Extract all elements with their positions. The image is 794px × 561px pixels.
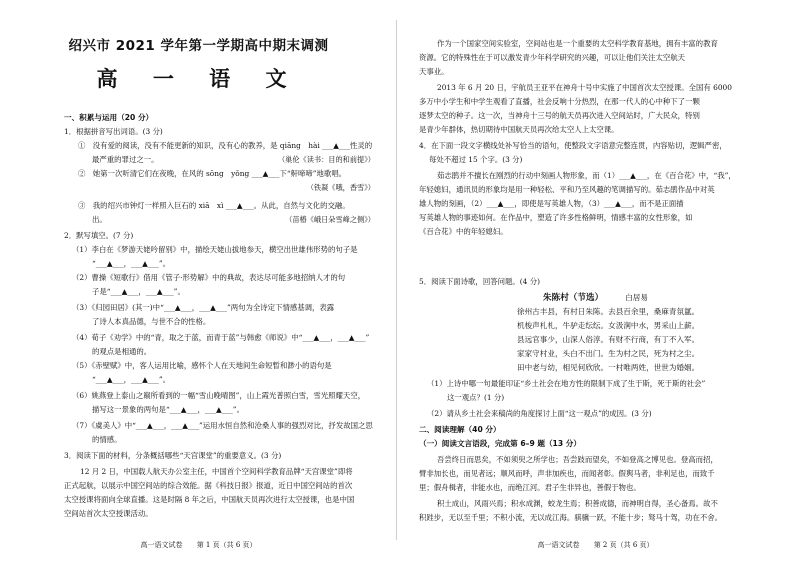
poem-line: 田中老与幼，相见何欣欣。一村唯两姓，世世为婚姻。 xyxy=(517,363,700,372)
question-line: ② 她第一次听清它们在夜晚，在风的 sōng yǒng ___▲___下“鼾啼啼”地歌唱。 xyxy=(78,169,347,178)
passage-line: 《百合花》中的年轻媳妇。 xyxy=(419,227,508,236)
question-line: 4．在下面一段文字横线处补写恰当的语句，使整段文字语意完整连贯，内容贴切，逻辑严密， xyxy=(419,141,727,150)
passage-line: 年轻媳妇，通讯员的形象均是用一种轻松、平和乃至风趣的笔调描写的。茹志鹃作品中对英 xyxy=(419,185,715,194)
poem-line: 机梭声札札，牛驴走纭纭。女汲涧中水，男采山上薪。 xyxy=(517,321,700,330)
section-heading: 一、积累与运用（20 分） xyxy=(64,113,154,122)
question-line: 描写这一景象的两句是“___▲___，___▲___”。 xyxy=(92,405,244,414)
poem-title xyxy=(397,291,794,303)
question-line: 出。 xyxy=(92,215,107,224)
question-line: 的情感。 xyxy=(92,435,122,444)
passage-line: 正式起航，以展示中国空间站的综合效能。据《科技日报》报道，近日中国空间站的首次 xyxy=(64,481,353,490)
question-line: 1．根据拼音写出词语。(3 分) xyxy=(64,127,163,136)
question-line: （1）李白在《梦游天姥吟留别》中，描绘天姥山拔地参天，横空出世雄伟形势的句子是 xyxy=(72,245,358,254)
page-2 xyxy=(397,0,794,561)
passage-line: 是青少年群体，热切期待中国航天员再次给太空人上太空课。 xyxy=(419,125,619,134)
question-line: （7）《虞美人》中“___▲___，___▲___”运用水恒自然和沧桑人事的强烈对比，抒发故国之思 xyxy=(72,421,373,430)
passage-line: 太空授课将面向全球直播。这是时隔 8 年之后，中国航天员再次进行太空授课，也是中国 xyxy=(64,495,355,504)
question-line: 这一观点？(1 分) xyxy=(447,393,505,402)
question-line: （2）曹操《短歌行》借用《管子·形势解》中的典故，表达尽可能多地招纳人才的句 xyxy=(72,273,346,282)
passage-line: 写英雄人物的事迹如何。在作品中，塑造了许多性格鲜明，情感丰富的女性形象，如 xyxy=(419,213,693,222)
question-line: 了诗人本真品德，与世不合的性格。 xyxy=(92,317,211,326)
question-line: 2．默写填空。(7 分) xyxy=(64,231,134,240)
passage-line: 空间站首次太空授课活动。 xyxy=(64,509,153,518)
question-line: （3）《归园田居》(其一)中“___▲___，___▲___”两句为全诗定下情感基调，表露 xyxy=(72,303,335,312)
passage-line: 积跬步，无以至千里；不积小流，无以成江海。骐骥一跃，不能十步；驽马十驾，功在不舍。 xyxy=(419,513,723,522)
poem-line: 徐州古丰县，有村日朱陈。去县百余里，桑麻青氛氲。 xyxy=(517,307,700,316)
question-line: （1）上诗中哪一句最能印证“乡土社会在地方性的限制下成了生于斯，死于斯的社会” xyxy=(427,379,706,388)
question-line: （5）《赤壁赋》中，客人运用比喻，感怀个人在天地间生命短暂和渺小的语句是 xyxy=(72,361,332,370)
poem-title-text: 朱陈村（节选） xyxy=(543,293,604,303)
source-note: （苗椿《峨日朵雪峰之侧》） xyxy=(285,215,375,224)
question-line: 最严重的罪过之一。 xyxy=(92,155,159,164)
question-line: 的观点是相通的。 xyxy=(92,347,152,356)
footer-page-number: 第 2 页（共 6 页） xyxy=(593,541,654,549)
question-line: ① 没有爱的阅读，没有不能更新的知识，没有心的教养，是 qiāng hài ___▲___性灵的 xyxy=(78,141,373,150)
question-line: “___▲___，___▲___”。 xyxy=(92,259,171,268)
passage-line: 天事业。 xyxy=(419,67,449,76)
footer-exam-name: 高一语文试卷 xyxy=(537,541,580,549)
section-heading: 二、阅读理解（40 分） xyxy=(419,425,501,434)
question-line: （4）荀子《劝学》中的“青，取之于蓝，而青于蓝”与韩愈《师说》中“___▲___，___▲___” xyxy=(72,333,370,342)
passage-line: 12 月 2 日，中国载人航天办公室主任，中国首个空间科学教育品牌“天宫课堂”即将 xyxy=(80,467,353,476)
source-note: （巢伦《读书：目的和前提》） xyxy=(277,155,375,164)
passage-line: 积土成山，风雨兴焉；积水成渊，蛟龙生焉；积善成德，而神明自得，圣心备焉。故不 xyxy=(437,499,718,508)
question-line: （2）请从乡土社会来稿尚的角度探讨上面“这一观点”的成因。(3 分) xyxy=(427,409,652,418)
question-line: 每处不超过 15 个字。(3 分) xyxy=(429,155,523,164)
poem-line: 家家守村业，头白不出门。生为村之民，死为村之尘。 xyxy=(517,349,700,358)
subsection-heading: （一）阅读文言语段，完成第 6–9 题（13 分） xyxy=(419,439,581,448)
question-line: ③ 我的绍兴市钟灯一样照入巨石的 xiā xì ___▲___。从此，自然与文化的交融。 xyxy=(78,201,350,210)
page-footer xyxy=(397,540,794,550)
passage-line: 吾尝终日而思矣，不如须臾之所学也；吾尝跂而望矣，不如登高之博见也。登高而招， xyxy=(437,455,718,464)
question-line: “___▲___，___▲___”。 xyxy=(92,375,171,384)
question-line: 3．阅读下面的材料，分条概括哪些“天宫课堂”的重要意义。(3 分) xyxy=(64,451,282,460)
passage-line: 臂非加长也，而见者远；顺风而呼，声非加疾也，而闻者彰。假舆马者，非利足也，而致千 xyxy=(419,469,715,478)
passage-line: 2013 年 6 月 20 日，宇航员王亚平在神舟十号中实施了中国首次太空授课。全国有 6000 xyxy=(437,83,732,92)
subject-title: 高 一 语 文 xyxy=(96,67,301,91)
footer-page-number: 第 1 页（共 6 页） xyxy=(196,541,257,549)
footer-exam-name: 高一语文试卷 xyxy=(140,541,183,549)
exam-title: 绍兴市 2021 学年第一学期高中期末调测 xyxy=(68,38,329,54)
passage-line: 里；假舟楫者，非能水也，而绝江河。君子生非异也，善假于物也。 xyxy=(419,483,641,492)
question-line: （6）姚燕登上泰山之巅所看到的一幅“雪山晚晴图”，山上霞光普照白雪，雪光照耀天空， xyxy=(72,391,366,400)
passage-line: 雄人物的刻画，（2）___▲___，即使是写英雄人物，（3）___▲___，而不是正面描 xyxy=(419,199,684,208)
passage-line: 资源。它的特殊性在于可以激发青少年科学研究的兴趣，可以让他们关注太空航天 xyxy=(419,53,686,62)
passage-line: 多万中小学生和中学生观看了直播，社会反响十分热烈，在那一代人的心中种下了一颗 xyxy=(419,97,700,106)
question-line: 子是“___▲___，___▲___”。 xyxy=(92,287,185,296)
poem-line: 县远官事少，山深人俗淳。有财不行商，有丁不入军。 xyxy=(517,335,700,344)
page-footer xyxy=(0,540,397,550)
poem-author: 白居易 xyxy=(625,293,648,302)
question-line: 5．阅读下面诗歌，回答问题。(4 分) xyxy=(419,277,540,286)
passage-line: 作为一个国家空间实验室，空间站也是一个重要的太空科学教育基地，拥有丰富的教育 xyxy=(437,39,718,48)
source-note: （铁凝《哦，香雪》） xyxy=(306,183,375,192)
passage-line: 茹志鹃并不擅长在刚烈的行动中刻画人物形象，而（1）___▲___，在《百合花》中，“我”， xyxy=(437,171,736,180)
passage-line: 逐梦太空的种子。这一次，当神舟十三号的航天员再次进入空间站时，广大民众，特别 xyxy=(419,111,700,120)
